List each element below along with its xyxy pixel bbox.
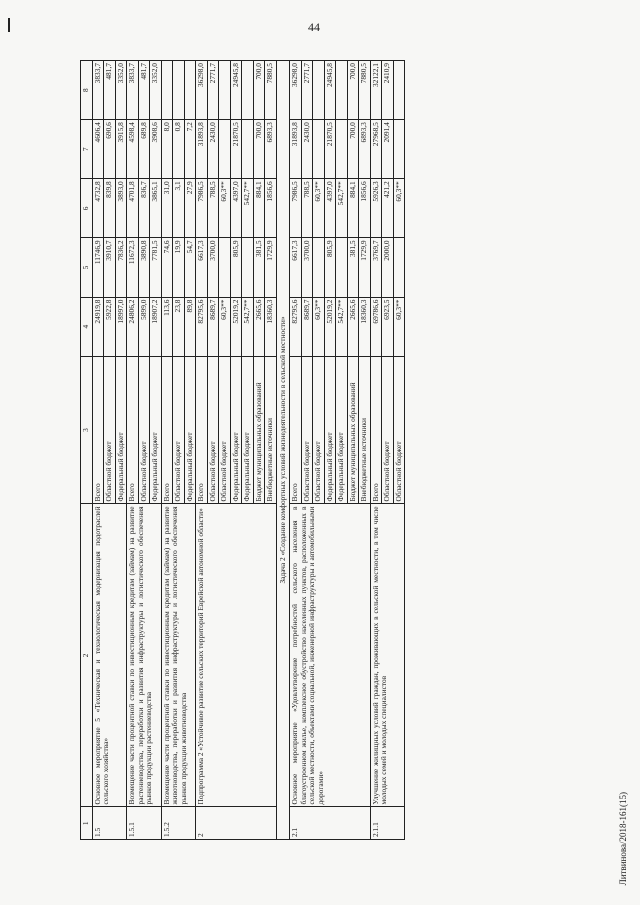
funding-source: Областной бюджет: [313, 356, 325, 504]
amount-cell: 31893,8: [290, 120, 302, 179]
amount-cell: 3352,0: [115, 61, 127, 120]
amount-cell: 74,6: [161, 238, 173, 297]
header-cell: 6: [81, 179, 93, 238]
amount-cell: [393, 120, 405, 179]
amount-cell: 542,7**: [336, 179, 348, 238]
amount-cell: 381,5: [347, 238, 359, 297]
amount-cell: 3908,6: [150, 120, 162, 179]
amount-cell: 700,0: [253, 61, 265, 120]
table-row: [127, 61, 139, 840]
amount-cell: 3352,0: [150, 61, 162, 120]
amount-cell: 82795,6: [196, 297, 208, 356]
amount-cell: 3833,7: [127, 61, 139, 120]
header-cell: 8: [81, 61, 93, 120]
amount-cell: 805,9: [324, 238, 336, 297]
funding-source: Федеральный бюджет: [230, 356, 242, 504]
amount-cell: 7781,5: [150, 238, 162, 297]
funding-source: Областной бюджет: [173, 356, 185, 504]
amount-cell: 481,7: [138, 61, 150, 120]
amount-cell: 788,5: [207, 179, 219, 238]
amount-cell: 7,2: [184, 120, 196, 179]
amount-cell: 839,8: [104, 179, 116, 238]
amount-cell: 4397,0: [324, 179, 336, 238]
table-row: [92, 61, 104, 840]
amount-cell: 60,3**: [393, 179, 405, 238]
amount-cell: 2665,6: [253, 297, 265, 356]
header-cell: 4: [81, 297, 93, 356]
amount-cell: 542,7**: [242, 297, 254, 356]
amount-cell: 7880,5: [265, 61, 277, 120]
amount-cell: [219, 120, 231, 179]
amount-cell: 32122,1: [370, 61, 382, 120]
amount-cell: 24806,2: [127, 297, 139, 356]
table-row: [161, 61, 173, 840]
amount-cell: [313, 61, 325, 120]
task-row: [276, 61, 290, 840]
amount-cell: 2091,4: [382, 120, 394, 179]
funding-source: Федеральный бюджет: [336, 356, 348, 504]
amount-cell: 481,7: [104, 61, 116, 120]
amount-cell: 18997,0: [115, 297, 127, 356]
funding-source: Областной бюджет: [382, 356, 394, 504]
funding-source: Областной бюджет: [138, 356, 150, 504]
amount-cell: [242, 238, 254, 297]
row-number: 1.5.1: [127, 807, 162, 840]
amount-cell: [336, 120, 348, 179]
amount-cell: 2430,0: [301, 120, 313, 179]
margin-mark: [8, 18, 10, 32]
funding-source: Областной бюджет: [393, 356, 405, 504]
amount-cell: [242, 120, 254, 179]
amount-cell: 24945,8: [230, 61, 242, 120]
amount-cell: 1856,6: [265, 179, 277, 238]
amount-cell: 52019,2: [230, 297, 242, 356]
amount-cell: 4701,8: [127, 179, 139, 238]
funding-source: Всего: [196, 356, 208, 504]
amount-cell: 0,8: [173, 120, 185, 179]
table-row: [370, 61, 382, 840]
amount-cell: 3700,0: [207, 238, 219, 297]
amount-cell: 6617,3: [290, 238, 302, 297]
amount-cell: 700,0: [347, 120, 359, 179]
amount-cell: 36298,0: [290, 61, 302, 120]
amount-cell: 381,5: [253, 238, 265, 297]
amount-cell: 8689,7: [301, 297, 313, 356]
header-cell: 5: [81, 238, 93, 297]
amount-cell: 1729,9: [359, 238, 371, 297]
amount-cell: 21870,5: [230, 120, 242, 179]
amount-cell: 27,9: [184, 179, 196, 238]
amount-cell: 1729,9: [265, 238, 277, 297]
amount-cell: 60,3**: [219, 297, 231, 356]
amount-cell: 3865,1: [150, 179, 162, 238]
amount-cell: 60,3**: [393, 297, 405, 356]
funding-source: Внебюджетные источники: [265, 356, 277, 504]
document-stamp: Литвинова/2018-161(15): [618, 791, 628, 885]
funding-source: Областной бюджет: [104, 356, 116, 504]
amount-cell: 18907,2: [150, 297, 162, 356]
amount-cell: 542,7**: [242, 179, 254, 238]
amount-cell: 2771,7: [301, 61, 313, 120]
amount-cell: 3769,7: [370, 238, 382, 297]
amount-cell: 4598,4: [127, 120, 139, 179]
amount-cell: 18360,3: [359, 297, 371, 356]
funding-source: Всего: [127, 356, 139, 504]
funding-source: Всего: [370, 356, 382, 504]
funding-source: Всего: [161, 356, 173, 504]
funding-source: Внебюджетные источники: [359, 356, 371, 504]
amount-cell: 884,1: [253, 179, 265, 238]
amount-cell: [313, 120, 325, 179]
funding-source: Всего: [290, 356, 302, 504]
table-row: [196, 61, 208, 840]
amount-cell: 23,8: [173, 297, 185, 356]
amount-cell: 89,8: [184, 297, 196, 356]
amount-cell: 2000,0: [382, 238, 394, 297]
amount-cell: [161, 61, 173, 120]
amount-cell: 82795,6: [290, 297, 302, 356]
budget-table: [80, 60, 405, 840]
amount-cell: 689,8: [138, 120, 150, 179]
funding-source: Федеральный бюджет: [242, 356, 254, 504]
funding-source: Федеральный бюджет: [150, 356, 162, 504]
amount-cell: 36298,0: [196, 61, 208, 120]
amount-cell: 2771,7: [207, 61, 219, 120]
amount-cell: 788,5: [301, 179, 313, 238]
header-cell: 3: [81, 356, 93, 504]
amount-cell: [336, 238, 348, 297]
amount-cell: 8689,7: [207, 297, 219, 356]
row-number: 2.1.1: [370, 807, 405, 840]
amount-cell: 24945,8: [324, 61, 336, 120]
amount-cell: 27968,5: [370, 120, 382, 179]
amount-cell: 11672,3: [127, 238, 139, 297]
rotated-table-container: [80, 60, 635, 840]
funding-source: Бюджет муниципальных образований: [253, 356, 265, 504]
amount-cell: 3910,7: [104, 238, 116, 297]
amount-cell: 421,2: [382, 179, 394, 238]
table-header-row: [81, 61, 93, 840]
amount-cell: 2430,0: [207, 120, 219, 179]
amount-cell: 3915,8: [115, 120, 127, 179]
funding-source: Федеральный бюджет: [115, 356, 127, 504]
amount-cell: 3,1: [173, 179, 185, 238]
amount-cell: 7836,2: [115, 238, 127, 297]
funding-source: Бюджет муниципальных образований: [347, 356, 359, 504]
table-row: [290, 61, 302, 840]
amount-cell: 60,3**: [219, 179, 231, 238]
row-name: Возмещение части процентной ставки по инвестиционным кредитам (займам) на развитие растениеводства, переработки и развития инфраструктуры и логистического обеспечения рынков продукции растениеводства: [127, 504, 162, 807]
amount-cell: 6617,3: [196, 238, 208, 297]
amount-cell: 8,0: [161, 120, 173, 179]
header-cell: 1: [81, 807, 93, 840]
amount-cell: 6893,3: [359, 120, 371, 179]
amount-cell: [393, 238, 405, 297]
amount-cell: 700,0: [347, 61, 359, 120]
amount-cell: 884,1: [347, 179, 359, 238]
amount-cell: 7986,5: [196, 179, 208, 238]
funding-source: Областной бюджет: [207, 356, 219, 504]
amount-cell: 21870,5: [324, 120, 336, 179]
amount-cell: 3890,8: [138, 238, 150, 297]
amount-cell: [219, 61, 231, 120]
amount-cell: 4397,0: [230, 179, 242, 238]
amount-cell: 5899,0: [138, 297, 150, 356]
amount-cell: [313, 238, 325, 297]
amount-cell: 31893,8: [196, 120, 208, 179]
amount-cell: 805,9: [230, 238, 242, 297]
row-name: Основное мероприятие «Удовлетворение потребностей сельского населения в благоустроенном жилье, комплексное обустройство населенных пунктов, расположенных в сельской местности, объектами социальной, инженерной инфраструктуры и автомобильными дорогами»: [290, 504, 371, 807]
funding-source: Областной бюджет: [301, 356, 313, 504]
funding-source: Всего: [92, 356, 104, 504]
funding-source: Федеральный бюджет: [324, 356, 336, 504]
row-name: Подпрограмма 2 «Устойчивое развитие сельских территорий Еврейской автономной области»: [196, 504, 277, 807]
row-number: 2.1: [290, 807, 371, 840]
amount-cell: 31,0: [161, 179, 173, 238]
row-name: Основное мероприятие 5 «Техническая и технологическая модернизация подотраслей сельского хозяйства»: [92, 504, 127, 807]
amount-cell: 113,6: [161, 297, 173, 356]
amount-cell: [242, 61, 254, 120]
funding-source: Федеральный бюджет: [184, 356, 196, 504]
amount-cell: [336, 61, 348, 120]
amount-cell: 52019,2: [324, 297, 336, 356]
amount-cell: [184, 61, 196, 120]
amount-cell: 690,6: [104, 120, 116, 179]
amount-cell: 6893,3: [265, 120, 277, 179]
amount-cell: 18360,3: [265, 297, 277, 356]
amount-cell: 2410,9: [382, 61, 394, 120]
amount-cell: 60,3**: [313, 179, 325, 238]
amount-cell: 7986,5: [290, 179, 302, 238]
row-number: 1.5: [92, 807, 127, 840]
amount-cell: 54,7: [184, 238, 196, 297]
row-number: 2: [196, 807, 277, 840]
amount-cell: 4732,8: [92, 179, 104, 238]
amount-cell: 7880,5: [359, 61, 371, 120]
funding-source: Областной бюджет: [219, 356, 231, 504]
task-heading: Задача 2 «Создание комфортных условий жизнедеятельности в сельской местности»: [276, 61, 290, 840]
table-body: [92, 61, 405, 840]
header-cell: 7: [81, 120, 93, 179]
amount-cell: 60,3**: [313, 297, 325, 356]
row-name: Улучшение жилищных условий граждан, проживающих в сельской местности, в том числе молодых семей и молодых специалистов: [370, 504, 405, 807]
header-cell: 2: [81, 504, 93, 807]
amount-cell: 542,7**: [336, 297, 348, 356]
amount-cell: [173, 61, 185, 120]
amount-cell: 69786,6: [370, 297, 382, 356]
amount-cell: [219, 238, 231, 297]
amount-cell: 5926,3: [370, 179, 382, 238]
amount-cell: 11746,9: [92, 238, 104, 297]
amount-cell: 836,7: [138, 179, 150, 238]
row-name: Возмещение части процентной ставки по инвестиционным кредитам (займам) на развитие животноводства, переработки и развития инфраструктуры и логистического обеспечения рынков продукции животноводства: [161, 504, 196, 807]
amount-cell: 2665,6: [347, 297, 359, 356]
amount-cell: 700,0: [253, 120, 265, 179]
amount-cell: [393, 61, 405, 120]
amount-cell: 6923,5: [382, 297, 394, 356]
amount-cell: 24919,8: [92, 297, 104, 356]
amount-cell: 4606,4: [92, 120, 104, 179]
row-number: 1.5.2: [161, 807, 196, 840]
amount-cell: 19,9: [173, 238, 185, 297]
amount-cell: 3893,0: [115, 179, 127, 238]
amount-cell: 1856,6: [359, 179, 371, 238]
amount-cell: 3700,0: [301, 238, 313, 297]
page-number: 44: [308, 20, 320, 34]
amount-cell: 5922,8: [104, 297, 116, 356]
amount-cell: 3833,7: [92, 61, 104, 120]
